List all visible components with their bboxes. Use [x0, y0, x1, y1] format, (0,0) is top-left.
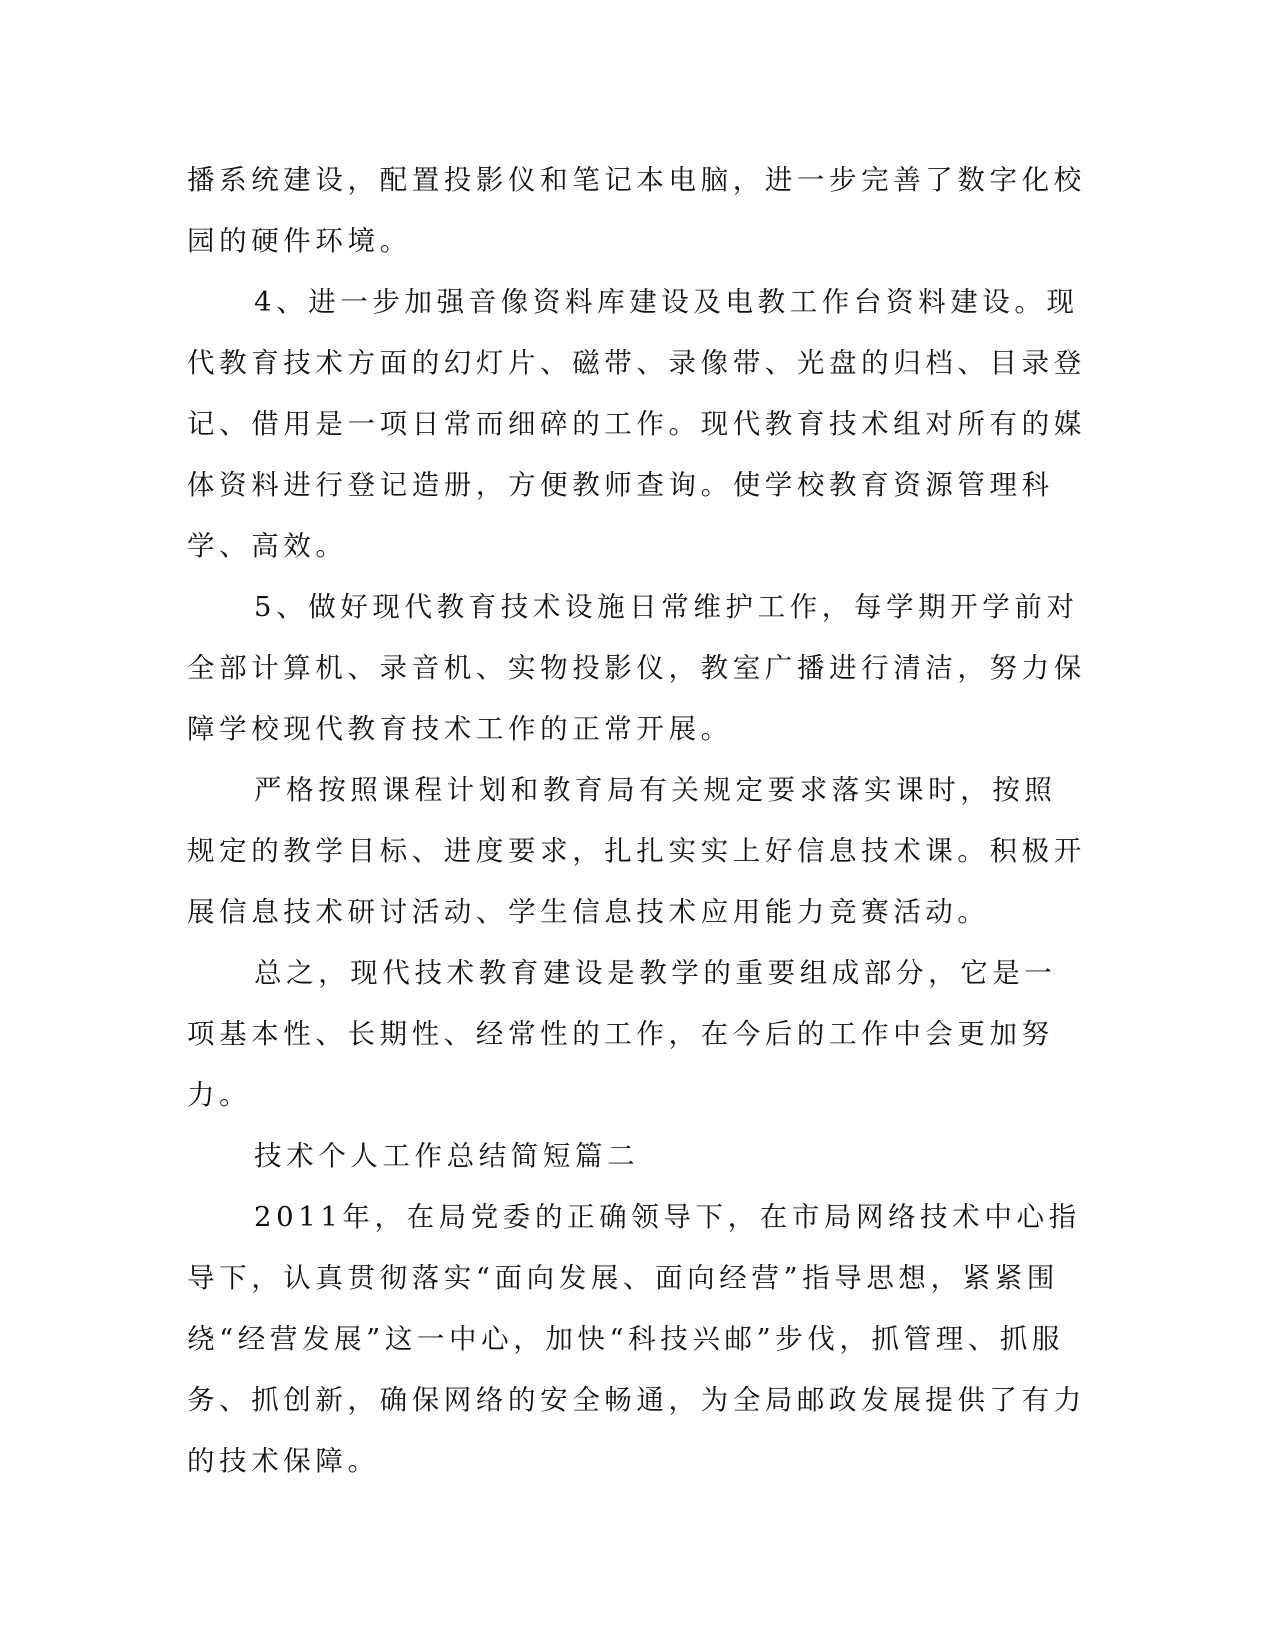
document-body — [187, 150, 1087, 1492]
paragraph-curriculum: 严格按照课程计划和教育局有关规定要求落实课时，按照规定的教学目标、进度要求，扎扎实实上好信息技术课。积极开展信息技术研讨活动、学生信息技术应用能力竞赛活动。 — [187, 774, 1086, 928]
section-heading: 技术个人工作总结简短篇二 — [254, 1140, 640, 1172]
paragraph-2011-summary: 2011年，在局党委的正确领导下，在市局网络技术中心指导下，认真贯彻落实“面向发展、面向经营”指导思想，紧紧围绕“经营发展”这一中心，加快“科技兴邮”步伐，抓管理、抓服务、抓创新，确保网络的安全畅通，为全局邮政发展提供了有力的技术保障。 — [187, 1201, 1086, 1477]
paragraph-conclusion: 总之，现代技术教育建设是教学的重要组成部分，它是一项基本性、长期性、经常性的工作，在今后的工作中会更加努力。 — [187, 957, 1057, 1111]
paragraph-item-5: 5、做好现代教育技术设施日常维护工作，每学期开学前对全部计算机、录音机、实物投影仪，教室广播进行清洁，努力保障学校现代教育技术工作的正常开展。 — [187, 591, 1086, 745]
paragraph-continuation: 播系统建设，配置投影仪和笔记本电脑，进一步完善了数字化校园的硬件环境。 — [187, 164, 1086, 257]
paragraph-item-4: 4、进一步加强音像资料库建设及电教工作台资料建设。现代教育技术方面的幻灯片、磁带、录像带、光盘的归档、目录登记、借用是一项日常而细碎的工作。现代教育技术组对所有的媒体资料进行登记造册，方便教师查询。使学校教育资源管理科学、高效。 — [187, 286, 1086, 562]
